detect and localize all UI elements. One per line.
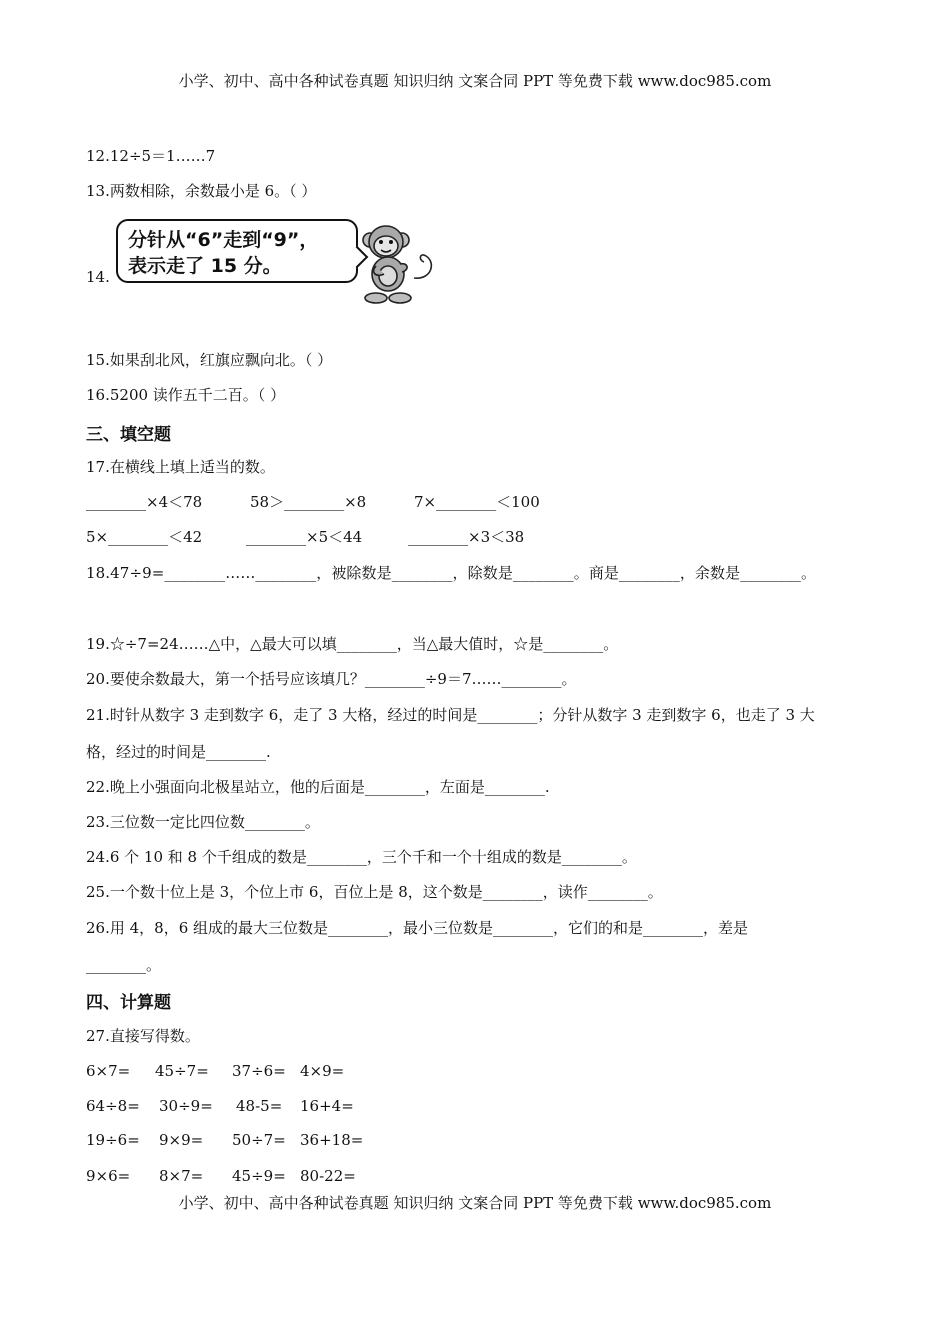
q27-item: 37÷6=: [232, 1062, 286, 1080]
question-15: 15.如果刮北风，红旗应飘向北。（ ）: [86, 351, 333, 369]
question-14-number: 14.: [86, 268, 110, 286]
question-18: 18.47÷9=________……________，被除数是________，除数是________。商是________，余数是________。: [86, 564, 817, 582]
q17-item: 7×________＜100: [414, 493, 540, 511]
q27-item: 19÷6=: [86, 1131, 140, 1149]
q17-item: 58＞________×8: [250, 493, 367, 511]
question-16: 16.5200 读作五千二百。（ ）: [86, 386, 286, 404]
q27-item: 4×9=: [300, 1062, 345, 1080]
question-20: 20.要使余数最大，第一个括号应该填几？________÷9＝7……________。: [86, 670, 577, 688]
q27-item: 64÷8=: [86, 1097, 140, 1115]
q27-item: 9×6=: [86, 1167, 131, 1185]
question-22: 22.晚上小强面向北极星站立，他的后面是________，左面是________.: [86, 778, 550, 796]
question-21-line-1: 21.时针从数字 3 走到数字 6，走了 3 大格，经过的时间是________；分针从数字 3 走到数字 6，也走了 3 大: [86, 706, 815, 724]
speech-bubble: [116, 219, 358, 283]
question-13: 13.两数相除，余数最小是 6。（ ）: [86, 182, 317, 200]
q27-item: 16+4=: [300, 1097, 354, 1115]
q27-item: 45÷7=: [155, 1062, 209, 1080]
q27-item: 30÷9=: [159, 1097, 213, 1115]
question-23: 23.三位数一定比四位数________。: [86, 813, 320, 831]
section-title-calculation: 四、计算题: [86, 993, 171, 1013]
q27-item: 6×7=: [86, 1062, 131, 1080]
question-19: 19.☆÷7=24……△中，△最大可以填________，当△最大值时，☆是________。: [86, 635, 619, 653]
question-26-line-2: ________。: [86, 956, 162, 974]
speech-line-1: 分针从“6”走到“9”，: [128, 229, 319, 251]
question-26-line-1: 26.用 4，8，6 组成的最大三位数是________，最小三位数是________，它们的和是________，差是: [86, 919, 749, 937]
monkey-illustration: [356, 222, 440, 306]
section-title-fill-in: 三、填空题: [86, 425, 171, 445]
question-24: 24.6 个 10 和 8 个千组成的数是________，三个千和一个十组成的数是________。: [86, 848, 637, 866]
q27-item: 36+18=: [300, 1131, 364, 1149]
question-25: 25.一个数十位上是 3，个位上市 6，百位上是 8，这个数是________，读作________。: [86, 883, 663, 901]
q17-item: ________×4＜78: [86, 493, 203, 511]
page-header: 小学、初中、高中各种试卷真题 知识归纳 文案合同 PPT 等免费下载 www.doc985.com: [178, 72, 772, 90]
question-27-title: 27.直接写得数。: [86, 1027, 200, 1045]
q27-item: 45÷9=: [232, 1167, 286, 1185]
q27-item: 80-22=: [300, 1167, 356, 1185]
q27-item: 9×9=: [159, 1131, 204, 1149]
speech-line-2: 表示走了 15 分。: [128, 255, 282, 277]
question-12: 12.12÷5＝1……7: [86, 147, 216, 165]
q17-item: ________×5＜44: [246, 528, 363, 546]
question-17-title: 17.在横线上填上适当的数。: [86, 458, 275, 476]
q27-item: 50÷7=: [232, 1131, 286, 1149]
q17-item: 5×________＜42: [86, 528, 203, 546]
q27-item: 48-5=: [236, 1097, 283, 1115]
q27-item: 8×7=: [159, 1167, 204, 1185]
question-21-line-2: 格，经过的时间是________.: [86, 743, 271, 761]
q17-item: ________×3＜38: [408, 528, 525, 546]
page-footer: 小学、初中、高中各种试卷真题 知识归纳 文案合同 PPT 等免费下载 www.doc985.com: [178, 1194, 772, 1212]
